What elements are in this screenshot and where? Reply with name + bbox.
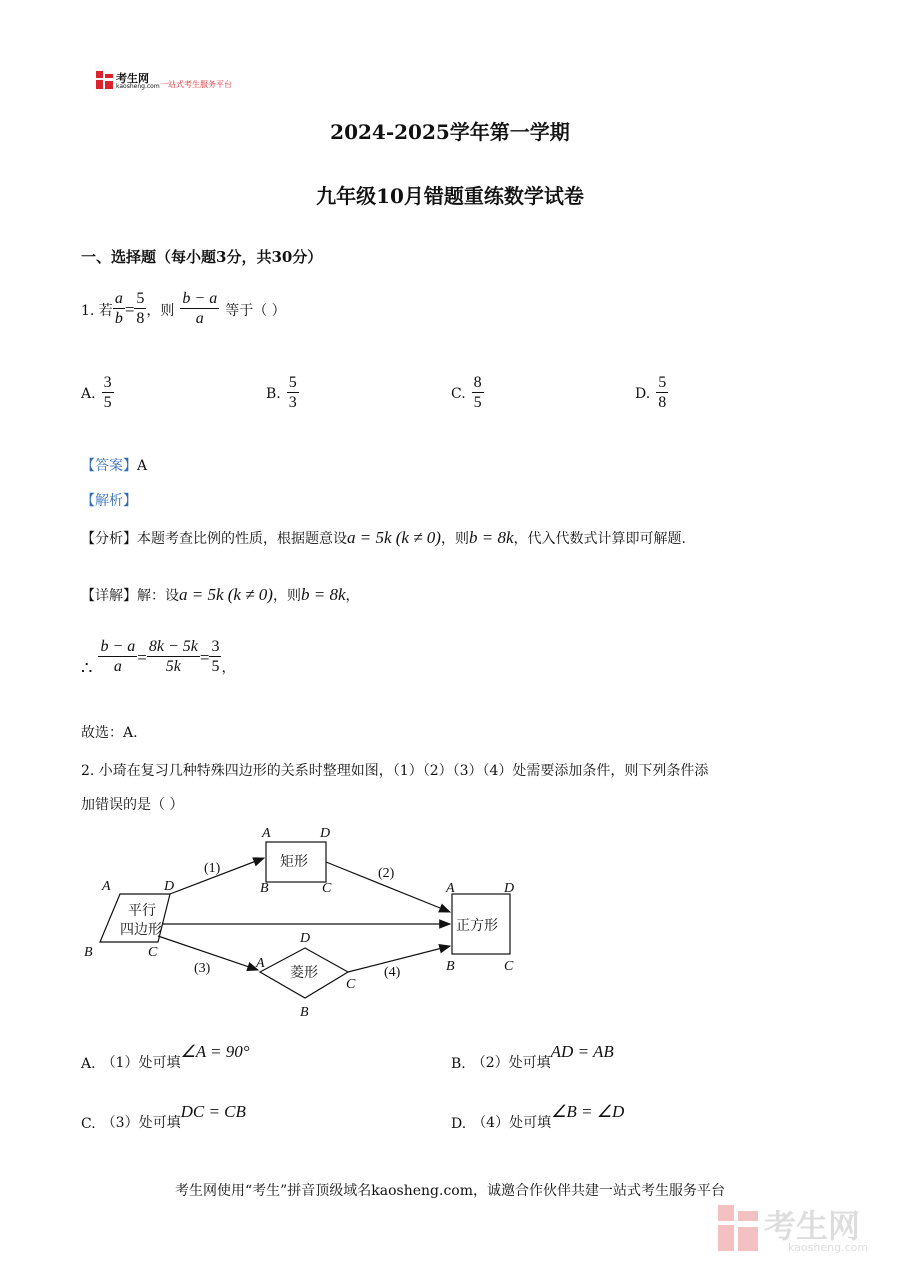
q1-stem xyxy=(81,290,286,329)
q1-fenxi xyxy=(81,528,686,548)
option-math: ∠A = 90° xyxy=(180,1042,250,1061)
label-2: (2) xyxy=(378,866,395,881)
vertex-A: A xyxy=(446,881,455,896)
frac-den: b xyxy=(114,310,123,327)
equals: = xyxy=(199,647,210,667)
watermark-name: 考生网 xyxy=(764,1207,861,1245)
xiangjie-text: ，则 xyxy=(272,588,301,604)
frac-den: 3 xyxy=(288,394,297,411)
equals: = xyxy=(137,647,147,667)
vertex-B: B xyxy=(84,945,93,960)
vertex-A: A xyxy=(256,956,265,971)
option-frac xyxy=(472,374,484,413)
calc-frac xyxy=(209,638,221,677)
option-text: （3）处可填 xyxy=(101,1115,181,1131)
q1-calculation xyxy=(81,636,235,679)
q2-stem-line1: 2. 小琦在复习几种特殊四边形的关系时整理如图，（1）（2）（3）（4）处需要添加条件，则下列条件添 xyxy=(81,763,709,779)
vertex-C: C xyxy=(148,945,158,960)
calc-end: ， xyxy=(221,659,236,676)
q2-option-a[interactable] xyxy=(81,1042,250,1072)
frac-den: 5 xyxy=(473,394,482,411)
fenxi-text: 【分析】本题考查比例的性质，根据题意设 xyxy=(81,531,347,547)
option-text: （4）处可填 xyxy=(472,1115,552,1131)
vertex-C: C xyxy=(322,881,332,896)
vertex-D: D xyxy=(504,881,515,896)
option-label: D. xyxy=(451,1116,467,1132)
q1-xiangjie xyxy=(81,585,360,605)
frac-den: 8 xyxy=(136,310,145,327)
frac-den: 8 xyxy=(658,394,667,411)
frac-den: 5 xyxy=(211,658,220,675)
frac-num: b − a xyxy=(182,290,218,307)
answer-tag: 【答案】 xyxy=(81,458,137,474)
q1-frac-a-b xyxy=(113,290,125,329)
logo-name: 考生网 xyxy=(116,72,149,85)
vertex-A: A xyxy=(262,826,271,841)
logo-domain: kaosheng.com xyxy=(116,83,160,90)
vertex-C: C xyxy=(504,959,514,974)
vertex-B: B xyxy=(260,881,269,896)
therefore-symbol: ∴ xyxy=(81,658,93,679)
option-label: D. xyxy=(635,385,651,402)
analysis-tag: 【解析】 xyxy=(81,493,137,509)
q1-answer xyxy=(81,455,147,475)
label-3: (3) xyxy=(194,961,211,976)
frac-num: 5 xyxy=(136,290,145,307)
option-frac xyxy=(102,374,114,413)
q1-conclusion: 故选：A. xyxy=(81,725,138,741)
q1-option-c[interactable] xyxy=(451,374,484,413)
option-math: ∠B = ∠D xyxy=(551,1102,625,1121)
option-text: （2）处可填 xyxy=(471,1055,551,1071)
vertex-D: D xyxy=(164,879,175,894)
vertex-D: D xyxy=(300,931,311,946)
q2-stem-line2: 加错误的是（ ） xyxy=(81,797,184,813)
calc-frac xyxy=(98,638,137,677)
fenxi-math: b = 8k xyxy=(468,528,514,547)
frac-num: 5 xyxy=(658,374,667,391)
frac-num: 5 xyxy=(288,374,297,391)
q2-option-b[interactable] xyxy=(451,1042,614,1072)
calc-frac xyxy=(147,638,200,677)
equals: = xyxy=(124,299,135,319)
frac-num: b − a xyxy=(100,638,136,655)
section-heading: 一、选择题（每小题3分，共30分） xyxy=(81,248,323,266)
fenxi-math: a = 5k (k ≠ 0) xyxy=(347,528,441,547)
frac-den: a xyxy=(98,656,137,677)
frac-num: 3 xyxy=(103,374,112,391)
option-label: C. xyxy=(81,1116,96,1132)
frac-num: a xyxy=(114,290,123,307)
label-1: (1) xyxy=(204,861,221,876)
frac-num: 8 xyxy=(473,374,482,391)
answer-value: A xyxy=(137,458,148,474)
xiangjie-math: b = 8k xyxy=(300,585,346,604)
q1-mid: ，则 xyxy=(146,302,175,319)
label-4: (4) xyxy=(384,965,401,980)
option-label: A. xyxy=(81,385,96,402)
option-text: （1）处可填 xyxy=(101,1055,181,1071)
q1-suffix: 等于（ ） xyxy=(225,302,286,319)
header-slogan: 一站式考生服务平台 xyxy=(160,80,232,89)
q1-option-d[interactable] xyxy=(635,374,668,413)
frac-num: 8k − 5k xyxy=(148,638,198,655)
q1-frac-5-8 xyxy=(134,290,146,329)
q2-option-d[interactable] xyxy=(451,1102,625,1132)
title-exam: 九年级10月错题重练数学试卷 xyxy=(316,184,584,208)
vertex-C: C xyxy=(346,977,356,992)
fenxi-text: ，代入代数式计算即可解题. xyxy=(513,531,686,547)
option-frac xyxy=(287,374,299,413)
option-math: AD = AB xyxy=(550,1042,614,1061)
q2-option-c[interactable] xyxy=(81,1102,246,1132)
xiangjie-math: a = 5k (k ≠ 0) xyxy=(179,585,273,604)
xiangjie-text: 【详解】解：设 xyxy=(81,588,179,604)
fenxi-text: ，则 xyxy=(440,531,469,547)
option-label: A. xyxy=(81,1056,96,1072)
frac-num: 3 xyxy=(211,638,220,655)
xiangjie-text: ， xyxy=(345,588,360,604)
option-label: C. xyxy=(451,385,466,402)
vertex-B: B xyxy=(300,1005,309,1020)
frac-den: a xyxy=(180,308,219,329)
q1-prefix: 1. 若 xyxy=(81,302,113,319)
option-label: B. xyxy=(266,385,281,402)
frac-den: 5 xyxy=(103,394,112,411)
option-label: B. xyxy=(451,1056,466,1072)
option-math: DC = CB xyxy=(180,1102,246,1121)
watermark-icon xyxy=(718,1205,760,1253)
vertex-A: A xyxy=(102,879,111,894)
para-label-2: 四边形 xyxy=(120,923,162,938)
q1-option-b[interactable] xyxy=(266,374,299,413)
vertex-D: D xyxy=(320,826,331,841)
q1-frac-ba-a xyxy=(180,290,219,329)
q1-option-a[interactable] xyxy=(81,374,114,413)
quadrilateral-diagram xyxy=(80,820,520,1025)
footer-text: 考生网使用“考生”拼音顶级域名kaosheng.com，诚邀合作伙伴共建一站式考生服务平台 xyxy=(174,1183,726,1199)
vertex-B: B xyxy=(446,959,455,974)
title-term: 2024-2025学年第一学期 xyxy=(330,120,570,144)
para-label-1: 平行 xyxy=(128,904,156,919)
square-label: 正方形 xyxy=(456,919,498,934)
option-frac xyxy=(656,374,668,413)
logo-icon xyxy=(96,71,114,91)
watermark-domain: kaosheng.com xyxy=(788,1241,869,1254)
rhombus-label: 菱形 xyxy=(290,966,318,981)
rect-label: 矩形 xyxy=(280,855,308,870)
frac-den: 5k xyxy=(147,656,200,677)
